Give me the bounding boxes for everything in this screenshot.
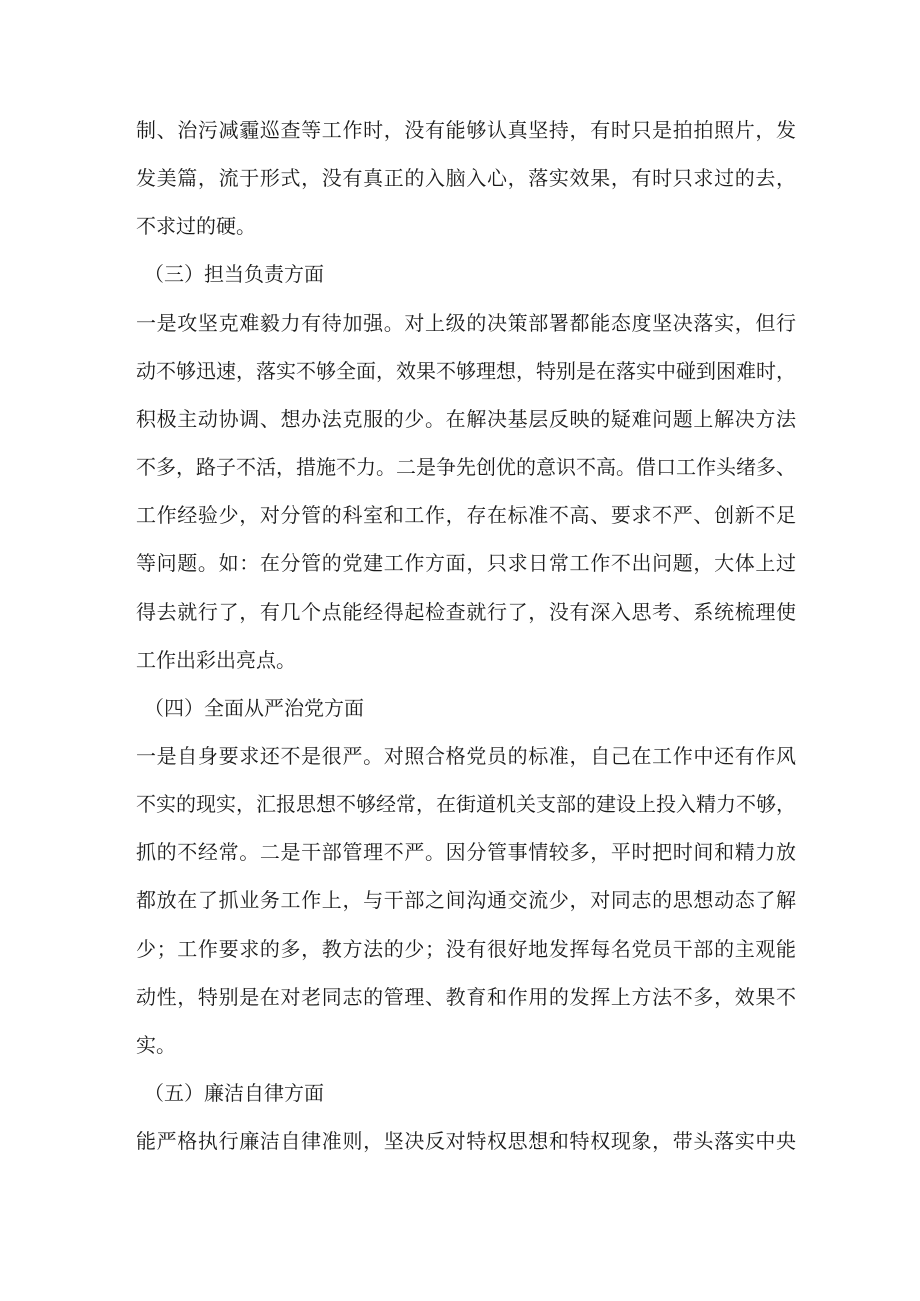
paragraph-line: 得去就行了，有几个点能经得起检查就行了，没有深入思考、系统梳理使 bbox=[136, 599, 796, 624]
paragraph-line: 动不够迅速，落实不够全面，效果不够理想，特别是在落实中碰到困难时， bbox=[136, 358, 796, 383]
paragraph-line: 制、治污减霾巡查等工作时，没有能够认真坚持，有时只是拍拍照片，发 bbox=[136, 118, 796, 142]
section-heading: （五）廉洁自律方面 bbox=[144, 1081, 324, 1105]
paragraph-line: 不求过的硬。 bbox=[136, 214, 256, 239]
paragraph-line: 不多，路子不活，措施不力。二是争先创优的意识不高。借口工作头绪多、 bbox=[136, 455, 796, 480]
paragraph-line: 等问题。如：在分管的党建工作方面，只求日常工作不出问题，大体上过 bbox=[136, 551, 796, 576]
paragraph-line: 工作经验少，对分管的科室和工作，存在标准不高、要求不严、创新不足 bbox=[136, 503, 796, 528]
paragraph-line: 不实的现实，汇报思想不够经常，在街道机关支部的建设上投入精力不够， bbox=[136, 792, 796, 817]
paragraph-line: 动性，特别是在对老同志的管理、教育和作用的发挥上方法不多，效果不 bbox=[136, 984, 796, 1009]
paragraph-line: 抓的不经常。二是干部管理不严。因分管事情较多，平时把时间和精力放 bbox=[136, 840, 796, 865]
paragraph-line: 发美篇，流于形式，没有真正的入脑入心，落实效果，有时只求过的去， bbox=[136, 166, 796, 191]
paragraph-line: 一是攻坚克难毅力有待加强。对上级的决策部署都能态度坚决落实，但行 bbox=[136, 310, 796, 335]
paragraph-line: 工作出彩出亮点。 bbox=[136, 647, 296, 672]
paragraph-line: 少；工作要求的多，教方法的少；没有很好地发挥每名党员干部的主观能 bbox=[136, 936, 796, 961]
paragraph-line: 积极主动协调、想办法克服的少。在解决基层反映的疑难问题上解决方法 bbox=[136, 406, 796, 431]
paragraph-line: 实。 bbox=[136, 1032, 176, 1057]
section-heading: （四）全面从严治党方面 bbox=[144, 695, 364, 720]
paragraph-line: 能严格执行廉洁自律准则，坚决反对特权思想和特权现象，带头落实中央 bbox=[136, 1129, 796, 1154]
section-heading: （三）担当负责方面 bbox=[144, 262, 324, 287]
paragraph-line: 都放在了抓业务工作上，与干部之间沟通交流少，对同志的思想动态了解 bbox=[136, 888, 796, 913]
paragraph-line: 一是自身要求还不是很严。对照合格党员的标准，自己在工作中还有作风 bbox=[136, 743, 796, 768]
